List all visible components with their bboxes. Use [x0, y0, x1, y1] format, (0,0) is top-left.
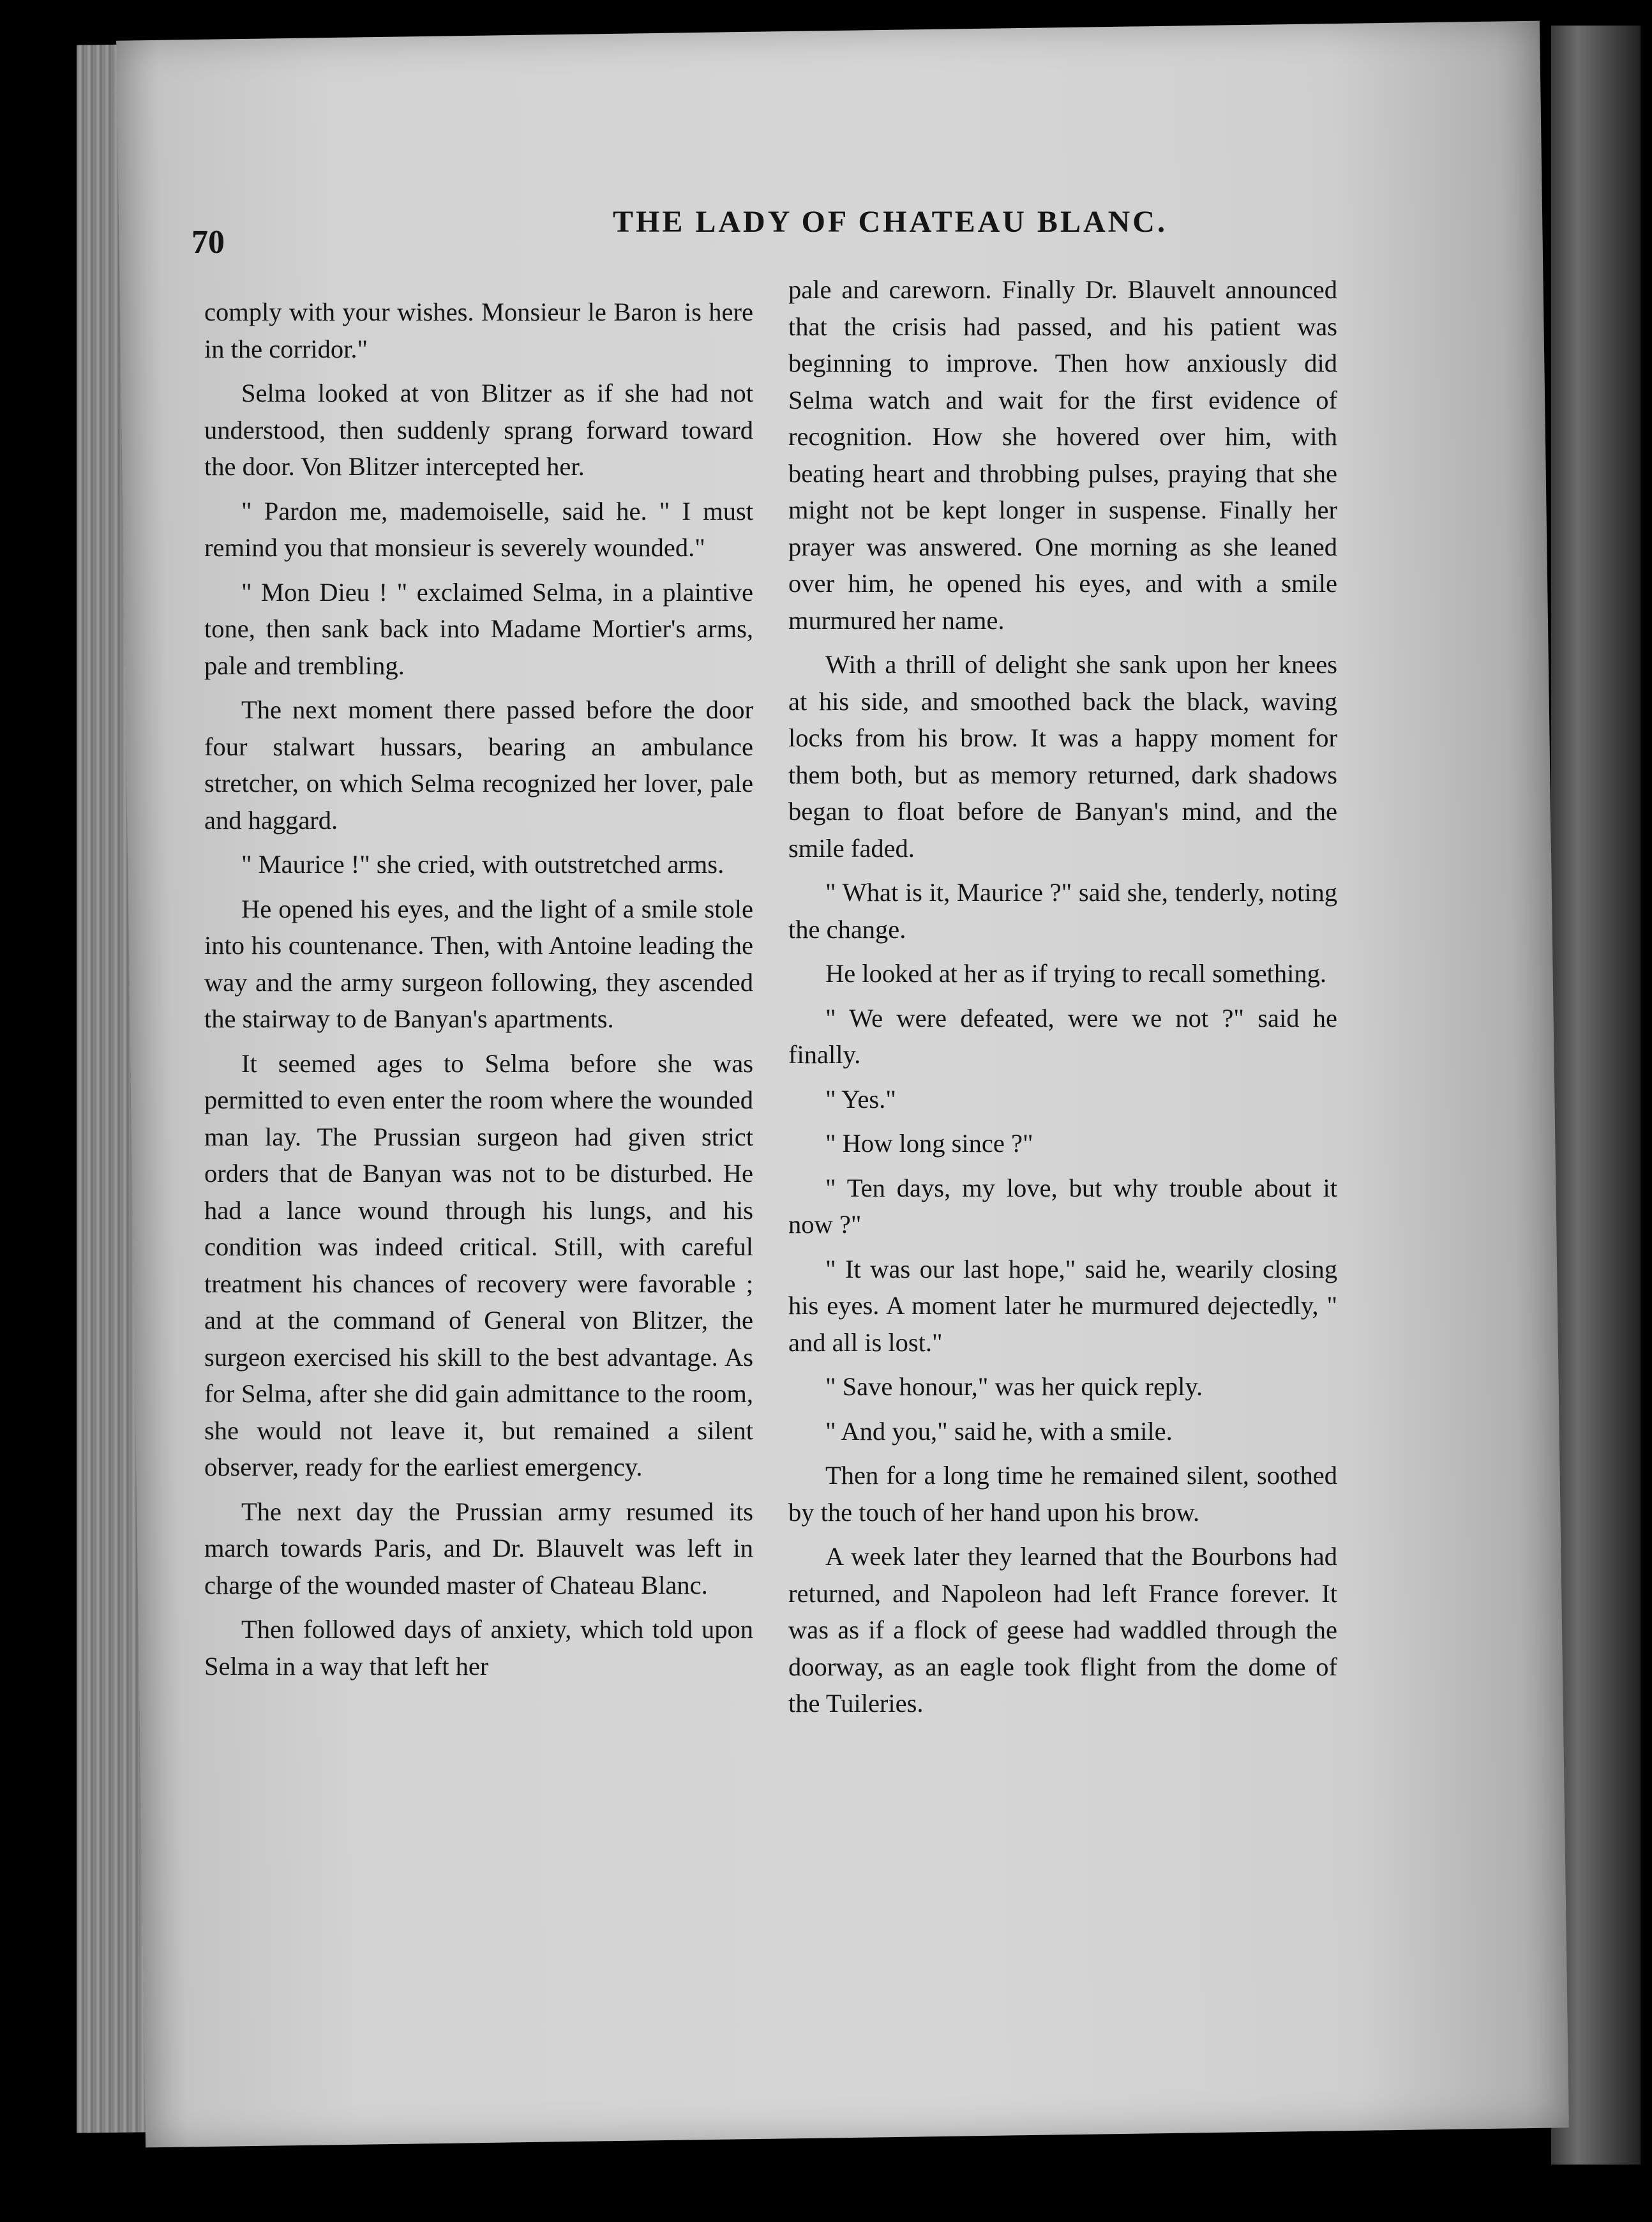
paragraph: " We were defeated, were we not ?" said he finally. [788, 1003, 1337, 1069]
paragraph: " Save honour," was her quick reply. [825, 1372, 1203, 1401]
paragraph: Then for a long time he remained silent, soothed by the touch of her hand upon his brow. [788, 1461, 1337, 1527]
paragraph: It seemed ages to Selma before she was permitted to even enter the room where the wounded man lay. The Prussian surgeon had given strict orders that de Banyan was not to be disturbed. He had a lance wound through his lungs, and his condition was indeed critical. Still, with careful treatment his chances of recovery were favorable ; and at the command of General von Blitzer, the surgeon exercised his skill to the best advantage. As for Selma, after she did gain admittance to the room, she would not leave it, but remained a silent observer, ready for the earliest emergency. [204, 1048, 753, 1481]
paragraph: " Pardon me, mademoiselle, said he. " I must remind you that monsieur is severely wounded." [204, 496, 753, 562]
paragraph: He opened his eyes, and the light of a smile stole into his countenance. Then, with Antoine leading the way and the army surgeon following, they ascended the stairway to de Banyan's apartments. [204, 894, 753, 1033]
paragraph: " Mon Dieu ! " exclaimed Selma, in a plaintive tone, then sank back into Madame Mortier's arms, pale and trembling. [204, 577, 753, 680]
running-title: THE LADY OF CHATEAU BLANC. [613, 205, 1168, 239]
right-text-column [788, 271, 1337, 1730]
paragraph: " Yes." [825, 1084, 896, 1114]
page-number: 70 [191, 224, 225, 261]
page-header [191, 204, 1213, 261]
paragraph: He looked at her as if trying to recall something. [825, 959, 1327, 988]
paragraph: " How long since ?" [825, 1129, 1033, 1158]
paragraph: pale and careworn. Finally Dr. Blauvelt announced that the crisis had passed, and his patient was beginning to improve. Then how anxiously did Selma watch and wait for the first evidence of recognition. How she hovered over him, with beating heart and throbbing pulses, praying that she might not be kept longer in suspense. Finally her prayer was answered. One morning as she leaned over him, he opened his eyes, and with a smile murmured her name. [788, 275, 1337, 635]
paragraph: A week later they learned that the Bourbons had returned, and Napoleon had left France forever. It was as if a flock of geese had waddled through the doorway, as an eagle took flight from the dome of the Tuileries. [788, 1542, 1337, 1718]
paragraph: comply with your wishes. Monsieur le Baron is here in the corridor." [204, 298, 753, 363]
paragraph: " What is it, Maurice ?" said she, tenderly, noting the change. [788, 878, 1337, 944]
paragraph: Selma looked at von Blitzer as if she had not understood, then suddenly sprang forward toward the door. Von Blitzer intercepted her. [204, 379, 753, 481]
paragraph: The next day the Prussian army resumed its march towards Paris, and Dr. Blauvelt was left in charge of the wounded master of Chateau Blanc. [204, 1497, 753, 1599]
paragraph: " It was our last hope," said he, wearily closing his eyes. A moment later he murmured dejectedly, " and all is lost." [788, 1254, 1337, 1357]
paragraph: The next moment there passed before the door four stalwart hussars, bearing an ambulance stretcher, on which Selma recognized her lover, pale and haggard. [204, 695, 753, 835]
paragraph: Then followed days of anxiety, which told upon Selma in a way that left her [204, 1615, 753, 1681]
paragraph: " Maurice !" she cried, with outstretched arms. [241, 850, 725, 879]
left-text-column [204, 294, 753, 1692]
paragraph: " Ten days, my love, but why trouble about it now ?" [788, 1173, 1337, 1239]
paragraph: " And you," said he, with a smile. [825, 1416, 1173, 1446]
paragraph: With a thrill of delight she sank upon her knees at his side, and smoothed back the black, waving locks from his brow. It was a happy moment for them both, but as memory returned, dark shadows began to float before de Banyan's mind, and the smile faded. [788, 650, 1337, 863]
